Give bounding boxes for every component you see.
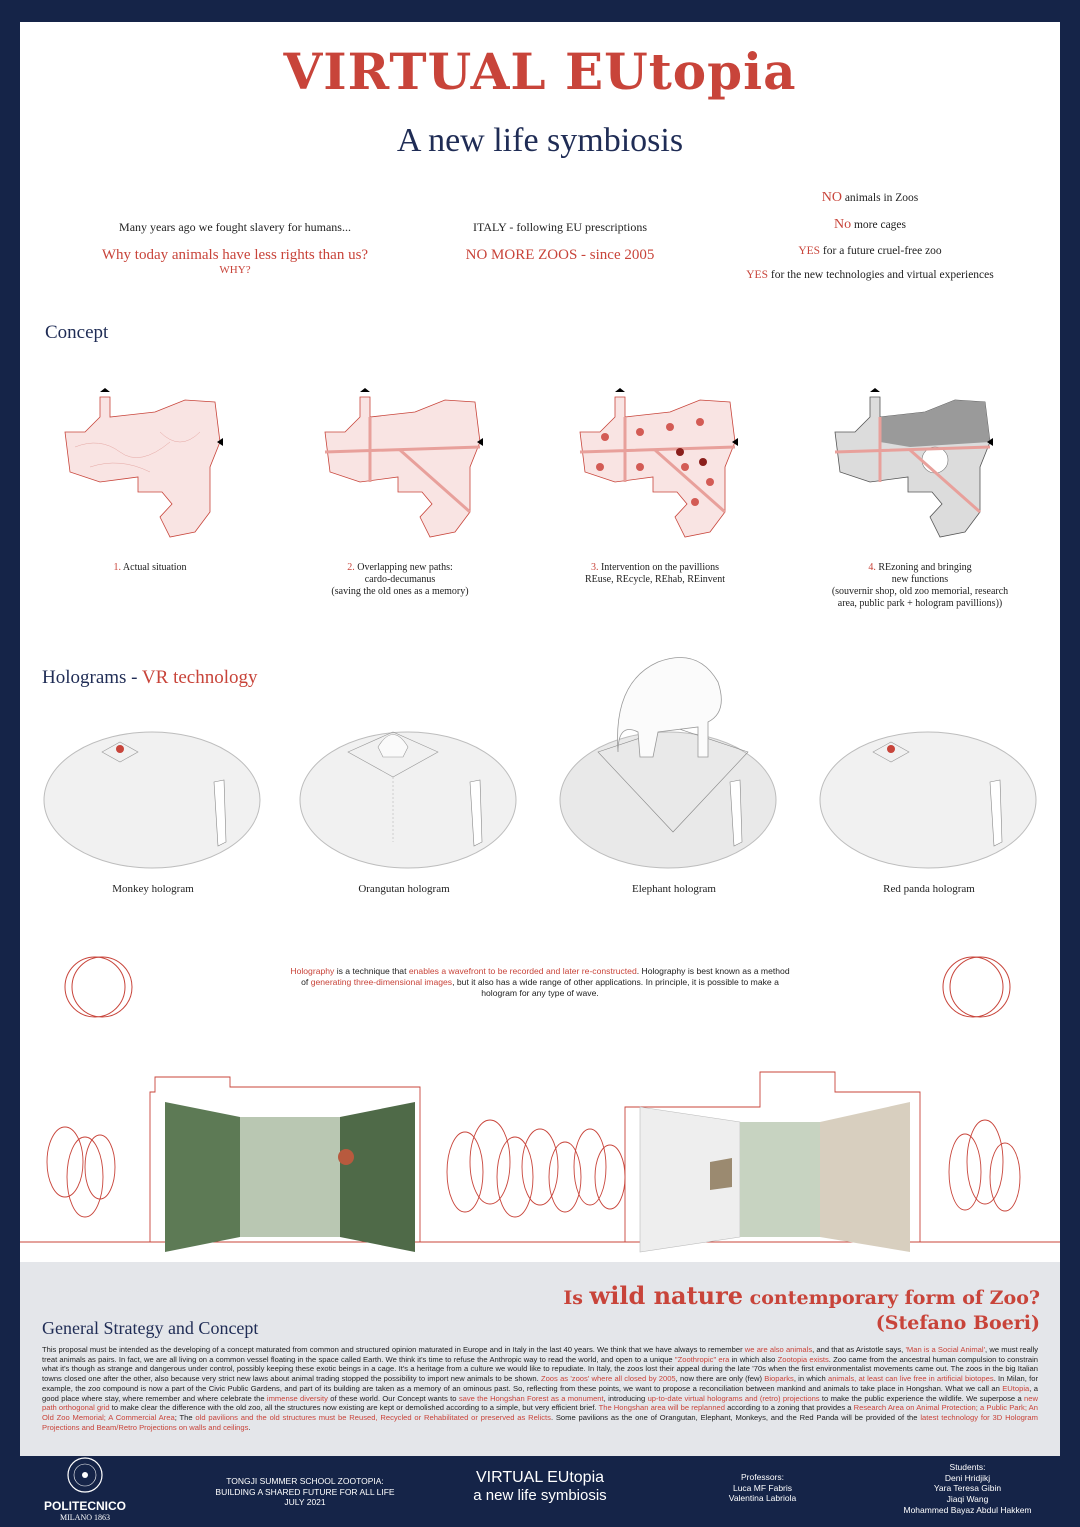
strategy-highlight: Zoos as 'zoos' where all closed by 2005: [540, 1374, 676, 1384]
strategy-text-segment: of these world. Our Concept wants to: [327, 1393, 459, 1403]
intro-why: WHY?: [219, 264, 251, 276]
concept-map-3: [575, 372, 755, 542]
students-info: Students: Deni Hridjikj Yara Teresa Gibin Jiaqi Wang Mohammed Bayaz Abdul Hakkem: [903, 1462, 1032, 1515]
strategy-highlight: we are also animals: [744, 1345, 813, 1354]
strategy-text-segment: in which also: [729, 1354, 778, 1364]
intro-yes-technologies: YES for the new technologies and virtual experiences: [746, 269, 994, 282]
poster-subtitle: A new life symbiosis: [396, 122, 684, 159]
concept-caption-4: 4. REzoning and bringing new functions (souvernir shop, old zoo memorial, research area, public park + hologram pavillions)): [831, 562, 1009, 609]
politecnico-seal-icon: [66, 1456, 104, 1494]
intro-col-2: [420, 220, 700, 264]
strategy-highlight: old pavilions and the old structures must be Reused, Recycled or Rehabilitated or preserved as Relicts: [195, 1413, 551, 1423]
monkey-hologram-image: [42, 722, 262, 872]
project-title-footer: VIRTUAL EUtopia a new life symbiosis: [473, 1469, 607, 1504]
monkey-hologram-caption: Monkey hologram: [112, 883, 194, 895]
right-rings-icon: [940, 952, 1015, 1022]
concept-heading: Concept: [45, 322, 109, 343]
elephant-hologram-caption: Elephant hologram: [631, 883, 716, 895]
intro-col-1: [80, 220, 390, 276]
intro-yes-cruel-free: YES for a future cruel-free zoo: [798, 244, 942, 257]
strategy-paragraph: [42, 1345, 1038, 1432]
boeri-quote: Is wild nature contemporary form of Zoo? (Stefano Boeri): [563, 1281, 1040, 1335]
strategy-highlight: up-to-date virtual holograms and (retro) projections: [647, 1393, 820, 1403]
politecnico-logo: POLITECNICO MILANO 1863: [30, 1456, 140, 1522]
orangutan-hologram-image: [298, 722, 518, 872]
holography-description: Holography is a technique that enables a wavefront to be recorded and later re-constructed. Holography is best known as a method of generating three-dimensional images, but it also has a wide range of other applications. In principle, it is possible to make a hologram for any type of wave.: [290, 966, 790, 999]
strategy-text-segment: to make clear the difference with the old zoo, all the structures now existing are kept or demolished according to a simple, but very efficient brief.: [109, 1403, 599, 1413]
poster-title: VIRTUAL EUtopia: [283, 42, 797, 101]
professors-info: Professors: Luca MF Fabris Valentina Labriola: [728, 1472, 797, 1504]
left-rings-icon: [62, 952, 137, 1022]
strategy-text-segment: , in which: [793, 1374, 828, 1384]
strategy-highlight: new path orthogonal grid: [42, 1393, 1038, 1413]
strategy-text-segment: This proposal must be intended as the developing of a concept maturated from common and structured opinion maturated in Europe and in Italy in the last 40 years. We think that we have always to remember: [42, 1345, 745, 1354]
strategy-highlight: 'Man is a Social Animal': [905, 1345, 986, 1354]
strategy-highlight: save the Hongshan Forest as a monument: [458, 1393, 604, 1403]
strategy-highlight: The Hongshan area will be replanned: [598, 1403, 725, 1413]
strategy-highlight: Bioparks: [764, 1374, 794, 1384]
concept-caption-1: 1. Actual situation: [113, 562, 187, 573]
strategy-text-segment: .: [248, 1422, 251, 1432]
intro-col-3: [720, 190, 1020, 294]
elephant-hologram-image: [558, 642, 778, 872]
red-panda-hologram-caption: Red panda hologram: [883, 883, 975, 895]
strategy-text-segment: , a good place where stay, where remember and where celebrate the: [42, 1383, 1038, 1403]
strategy-highlight: Zootopia exists: [777, 1354, 829, 1364]
concept-caption-3: 3. Intervention on the pavillions REuse, REcycle, REhab, REinvent: [585, 562, 725, 585]
strategy-text-segment: to make the public experience the wildlife. We superpose a: [819, 1393, 1025, 1403]
strategy-text-segment: . Some pavilions as the one of Orangutan, Elephant, Monkeys, and the Red Panda will be provided of the: [550, 1413, 921, 1423]
concept-caption-2: 2. Overlapping new paths: cardo-decumanus (saving the old ones as a memory): [331, 562, 469, 597]
concept-map-1: [60, 372, 240, 542]
strategy-text-segment: , we must really treat animals as pairs. In fact, we are all living on a common vessel floating in the space called Earth. We think it's time to refuse the Anthropic way to read the world, and open to a unique: [42, 1345, 1039, 1364]
strategy-highlight: animals, at least can live free in artificial biotopes: [827, 1374, 994, 1384]
strategy-text-segment: . In Milan, for example, the zoo compound is now a part of the Civic Public Gardens, and part of its building are taken as a memory of an ominous past. So, reflecting from these points, we want to propose a reconciliation between mankind and animals to take place in Hongshan. What we call an: [42, 1374, 1038, 1393]
red-panda-hologram-image: [818, 722, 1038, 872]
strategy-text-segment: according to a zoning that provides a: [725, 1403, 854, 1413]
strategy-text-segment: , and that as Aristotle says,: [812, 1345, 906, 1354]
orangutan-hologram-caption: Orangutan hologram: [358, 883, 450, 895]
strategy-highlight: "Zoothropic" era: [674, 1354, 730, 1364]
holograms-heading: Holograms - VR technology: [42, 667, 258, 688]
intro-no-cages: No more cages: [833, 217, 907, 233]
strategy-highlight: latest technology for 3D Hologram Projections and Beam/Retro Projections on walls and ceilings: [42, 1413, 1038, 1432]
strategy-highlight: immense diversity: [266, 1393, 328, 1403]
footer: [0, 1456, 1080, 1527]
concept-map-4: [830, 372, 1010, 542]
intro-no-more-zoos: NO MORE ZOOS - since 2005: [465, 247, 655, 263]
strategy-text-segment: ; The: [174, 1413, 196, 1423]
strategy-text-segment: , introducing: [603, 1393, 648, 1403]
concept-map-2: [320, 372, 500, 542]
intro-question: Why today animals have less rights than us?: [101, 247, 369, 263]
strategy-text-segment: . Zoo came from the ancestral human compulsion to constrain what it's though as strange and dangerous under control, possibly keeping these exotic beings in a cage. It's a heritage from a culture we would like to repudiate. In Italy, the zoos lost their appeal during the late '70s when the first environmentalist movements came out. The zoos in the big Italian towns closed one after the other, also because very strict new laws about animal trading stopped the possibility to import new animals to be shown.: [42, 1354, 1038, 1384]
intro-slavery-text: Many years ago we fought slavery for humans...: [119, 220, 351, 234]
intro-italy-text: ITALY - following EU prescriptions: [472, 220, 648, 234]
strategy-heading: General Strategy and Concept: [42, 1318, 259, 1338]
poster-sheet: [20, 22, 1060, 1456]
pavilion-sections-drawing: [20, 1062, 1060, 1272]
strategy-highlight: EUtopia: [1002, 1383, 1030, 1393]
intro-no-animals: NO animals in Zoos: [821, 190, 919, 205]
strategy-highlight: Research Area on Animal Protection; a Public Park; An Old Zoo Memorial; A Commercial Area: [42, 1403, 1038, 1423]
strategy-text-segment: , now there are only (few): [675, 1374, 765, 1384]
school-info: TONGJI SUMMER SCHOOL ZOOTOPIA: BUILDING A SHARED FUTURE FOR ALL LIFE JULY 2021: [215, 1476, 395, 1508]
